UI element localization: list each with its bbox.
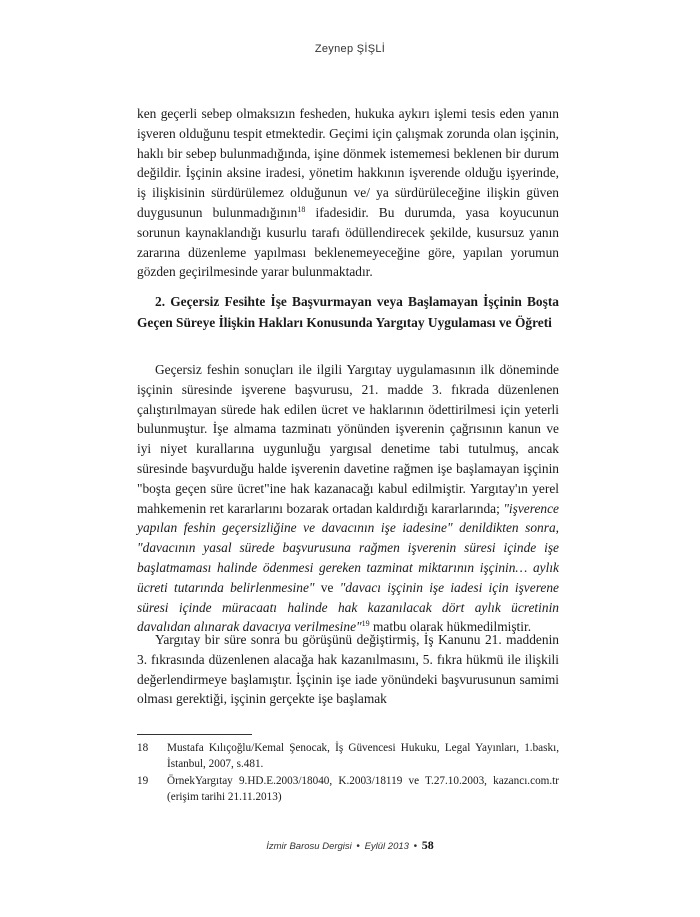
paragraph-text: Geçersiz feshin sonuçları ile ilgili Yargıtay uygulamasının ilk döneminde işçinin süresinde işverene başvurusu, 21. madde 3. fıkrada düzenlenen çalıştırılmayan sürede hak edilen ücret ve haklarının ödettirilmesi için yeterli bulunmuştur. İşe almama tazminatı yönünden işverenin çağrısının kanun ve iyi niyet kurallarına uygunluğu yargısal denetime tabi tutulmuş, ancak süresinde başvurduğu halde işverenin davetine rağmen işe başlamayan işçinin "boşta geçen süre ücret"ine hak kazanacağı kabul edilmiştir. Yargıtay'ın yerel mahkemenin ret kararlarını bozarak ortadan kaldırdığı kararlarında; — [137, 362, 559, 516]
journal-issue: Eylül 2013 — [364, 841, 409, 852]
footer-separator: • — [356, 841, 360, 852]
footnote-reference-18[interactable]: 18 — [297, 204, 306, 214]
footnote-19 — [137, 774, 559, 805]
footnote-number: 18 — [137, 742, 149, 754]
footnote-separator — [137, 734, 252, 735]
paragraph-text: ifadesidir. Bu durumda, yasa koyucunun sorunun kaynaklandığı kusurlu tarafı ödüllendirecek şekilde, kusursuz yanın zararına düzenleme yapılması beklenemeyeceğine göre, yapılan yorumun gözden geçirilmesinde yarar bulunmaktadır. — [137, 204, 559, 280]
page-number: 58 — [421, 838, 434, 852]
court-decision-quote-1: "işverence yapılan feshin geçersizliğine ve davacının işe iadesine" denildikten sonra, "davacının yasal sürede başvurusuna rağmen işverenin süresi içinde işe başlatmaması halinde ödenmesi gereken tazminat miktarının işçinin… aylık ücreti tutarında belirlenmesine" — [137, 500, 559, 595]
section-heading: 2. Geçersiz Fesihte İşe Başvurmayan veya Başlamayan İşçinin Boşta Geçen Süreye İlişkin Hakları Konusunda Yargıtay Uygulaması ve Öğreti — [137, 294, 559, 330]
paragraph-text: ken geçerli sebep olmaksızın fesheden, hukuka aykırı işlemi tesis eden yanın işveren olduğunu tespit etmektedir. Geçimi için çalışmak zorunda olan işçinin, haklı bir sebep bulunmadığında, işine dönmek istememesi beklenen bir durum değildir. İşçinin aksine iradesi, yönetim hakkının işverende olduğu işyerinde, iş ilişkisinin sürdürülemez olduğunun ve/ ya sürdürüleceğine ilişkin güven duygusunun bulunmadığının — [137, 106, 559, 220]
footnote-number: 19 — [137, 775, 149, 787]
paragraph-text: matbu olarak hükmedilmiştir. — [369, 619, 532, 635]
paragraph-text: ve — [314, 579, 340, 595]
body-paragraph-3: Yargıtay bir süre sonra bu görüşünü değiştirmiş, İş Kanunu 21. maddenin 3. fıkrasında düzenlenen alacağa hak kazanılmasını, 5. fıkra hükmü ile ilişkili değerlendirmeye başlamıştır. İşçinin işe iade yönündeki başvurusunun samimi olması gerektiği, işçinin gerçekte işe başlamak — [137, 632, 559, 707]
body-paragraph-1 — [137, 104, 559, 282]
footnote-18 — [137, 741, 559, 772]
running-header-author: Zeynep ŞİŞLİ — [314, 43, 386, 55]
footer-separator: • — [413, 841, 418, 852]
body-paragraph-2 — [137, 360, 559, 637]
court-decision-quote-2: "davacı işçinin işe iadesi için işverene süresi içinde müracaatı halinde hak kazanılacak dört aylık ücretinin davalıdan alınarak davacıya verilmesine" — [137, 579, 559, 635]
journal-name: İzmir Barosu Dergisi — [266, 841, 352, 852]
footnote-text: ÖrnekYargıtay 9.HD.E.2003/18040, K.2003/18119 ve T.27.10.2003, kazancı.com.tr (erişim tarihi 21.11.2013) — [167, 775, 559, 803]
footnote-text: Mustafa Kılıçoğlu/Kemal Şenocak, İş Güvencesi Hukuku, Legal Yayınları, 1.baskı, İstanbul, 2007, s.481. — [167, 742, 559, 770]
footnote-reference-19[interactable]: 19 — [361, 619, 370, 629]
page-footer — [0, 838, 700, 853]
